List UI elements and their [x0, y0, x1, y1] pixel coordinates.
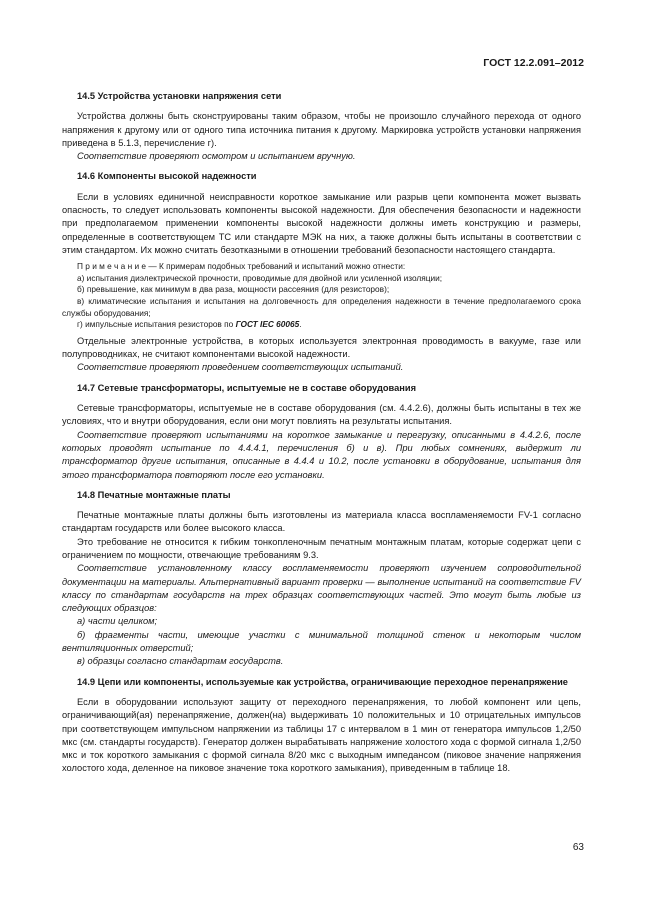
section-14-6-title: 14.6 Компоненты высокой надежности	[77, 171, 257, 182]
section-14-7-paragraph: Сетевые трансформаторы, испытуемые не в составе оборудования (см. 4.4.2.6), должны быть испытаны в тех же условиях, что и внутри оборудования, если они могут повлиять на результаты испытания.	[62, 403, 581, 427]
section-14-6-paragraph-2: Отдельные электронные устройства, в которых используется электронная проводимость в вакууме, газе или полупроводниках, не считают компонентами высокой надежности.	[62, 335, 581, 360]
section-14-8-item-b: б) фрагменты части, имеющие участки с минимальной толщиной стенок и некоторым числом вентиляционных отверстий;	[62, 629, 581, 654]
section-14-9-paragraph: Если в оборудовании используют защиту от переходного перенапряжения, то любой компонент или цепь, ограничивающий(ая) перенапряжение, должен(на) выдерживать 10 положительных и 10 отрицательных импульсов при соответствующем импульсном напряжении из таблицы 17 с интервалом в 1 мин от генератора импульсов 1,2/50 мкс (см. стандарты государств). Генератор должен вырабатывать напряжение холостого хода с формой сигнала 1,2/50 мкс и ток короткого замыкания с формой сигнала 8/20 мкс с выходным импедансом (пиковое значение напряжения холостого хода, деленное на пиковое значение тока короткого замыкания), приведенным в таблице 18.	[62, 696, 581, 774]
section-14-8-item-a: а) части целиком;	[77, 616, 158, 627]
section-14-8-paragraph-1: Печатные монтажные платы должны быть изготовлены из материала класса воспламеняемости FV-1 согласно стандартам государств или более высокого класса.	[62, 510, 581, 534]
section-14-6-paragraph-1: Если в условиях единичной неисправности короткое замыкание или разрыв цепи компонента может вызвать опасность, то следует использовать компоненты высокой надежности. Для обеспечения безопасности и надежности при предполагаемом применении компоненты высокой надежности должны иметь конструкцию и размеры, определенные в соответствующем ТС или стандарте МЭК на них, а также должны быть испытаны в соответствии с этим стандартом. Их можно считать безотказными в отношении требований безопасности настоящего стандарта.	[62, 191, 581, 255]
section-14-5-title: 14.5 Устройства установки напряжения сети	[77, 91, 282, 101]
section-14-6-note-lead: П р и м е ч а н и е — К примерам подобных требований и испытаний можно отнести:	[77, 261, 406, 272]
section-14-6-note-d	[62, 319, 581, 331]
note-d-end: .	[299, 319, 302, 330]
page-content	[62, 90, 581, 776]
section-14-6-note-a: а) испытания диэлектрической прочности, проводимые для двойной или усиленной изоляции;	[77, 272, 443, 283]
section-14-7-title: 14.7 Сетевые трансформаторы, испытуемые не в составе оборудования	[77, 382, 417, 393]
gost-reference: ГОСТ IEC 60065	[235, 319, 300, 330]
section-14-5-compliance: Соответствие проверяют осмотром и испытанием вручную.	[77, 151, 356, 162]
section-14-8-item-c: в) образцы согласно стандартам государств.	[77, 656, 284, 667]
section-14-6-note-b: б) превышение, как минимум в два раза, мощности рассеяния (для резисторов);	[77, 284, 390, 295]
section-14-8-paragraph-2: Это требование не относится к гибким тонкопленочным печатным монтажным платам, которые содержат цепи с ограничением по мощности, отвечающие требованиям 9.3.	[62, 536, 581, 560]
section-14-7-compliance: Соответствие проверяют испытаниями на короткое замыкание и перегрузку, описанными в 4.4.2.6, после которых проводят испытание по 4.4.4.1, перечисления б) и в). При любых сомнениях, выдержит ли трансформатор другие испытания, описанные в 4.4.4 и 10.2, после установки в оборудование, испытания для этого трансформатора повторяют после его установки.	[62, 429, 581, 480]
section-14-5-paragraph: Устройства должны быть сконструированы таким образом, чтобы не произошло случайного перехода от одного напряжения к другому или от одного типа источника питания к другому. Маркировка устройств установки напряжения приведена в 5.1.3, перечисление г).	[62, 111, 581, 148]
standard-header: ГОСТ 12.2.091–2012	[483, 57, 584, 69]
section-14-6-note-c: в) климатические испытания и испытания на долговечность для определения надежности в течение предполагаемого срока службы оборудования;	[62, 296, 581, 318]
page-number: 63	[572, 842, 584, 853]
section-14-8-title: 14.8 Печатные монтажные платы	[77, 489, 231, 500]
section-14-6-compliance: Соответствие проверяют проведением соответствующих испытаний.	[77, 362, 404, 373]
section-14-9-title: 14.9 Цепи или компоненты, используемые как устройства, ограничивающие переходное перенапряжение	[77, 676, 568, 687]
note-d-text: г) импульсные испытания резисторов по	[77, 319, 236, 330]
section-14-8-compliance: Соответствие установленному классу воспламеняемости проверяют изучением сопроводительной документации на материалы. Альтернативный вариант проверки — выполнение испытаний на соответствие FV классу по стандартам государств на трех образцах соответствующих частей. Это могут быть любые из следующих образцов:	[62, 563, 581, 614]
